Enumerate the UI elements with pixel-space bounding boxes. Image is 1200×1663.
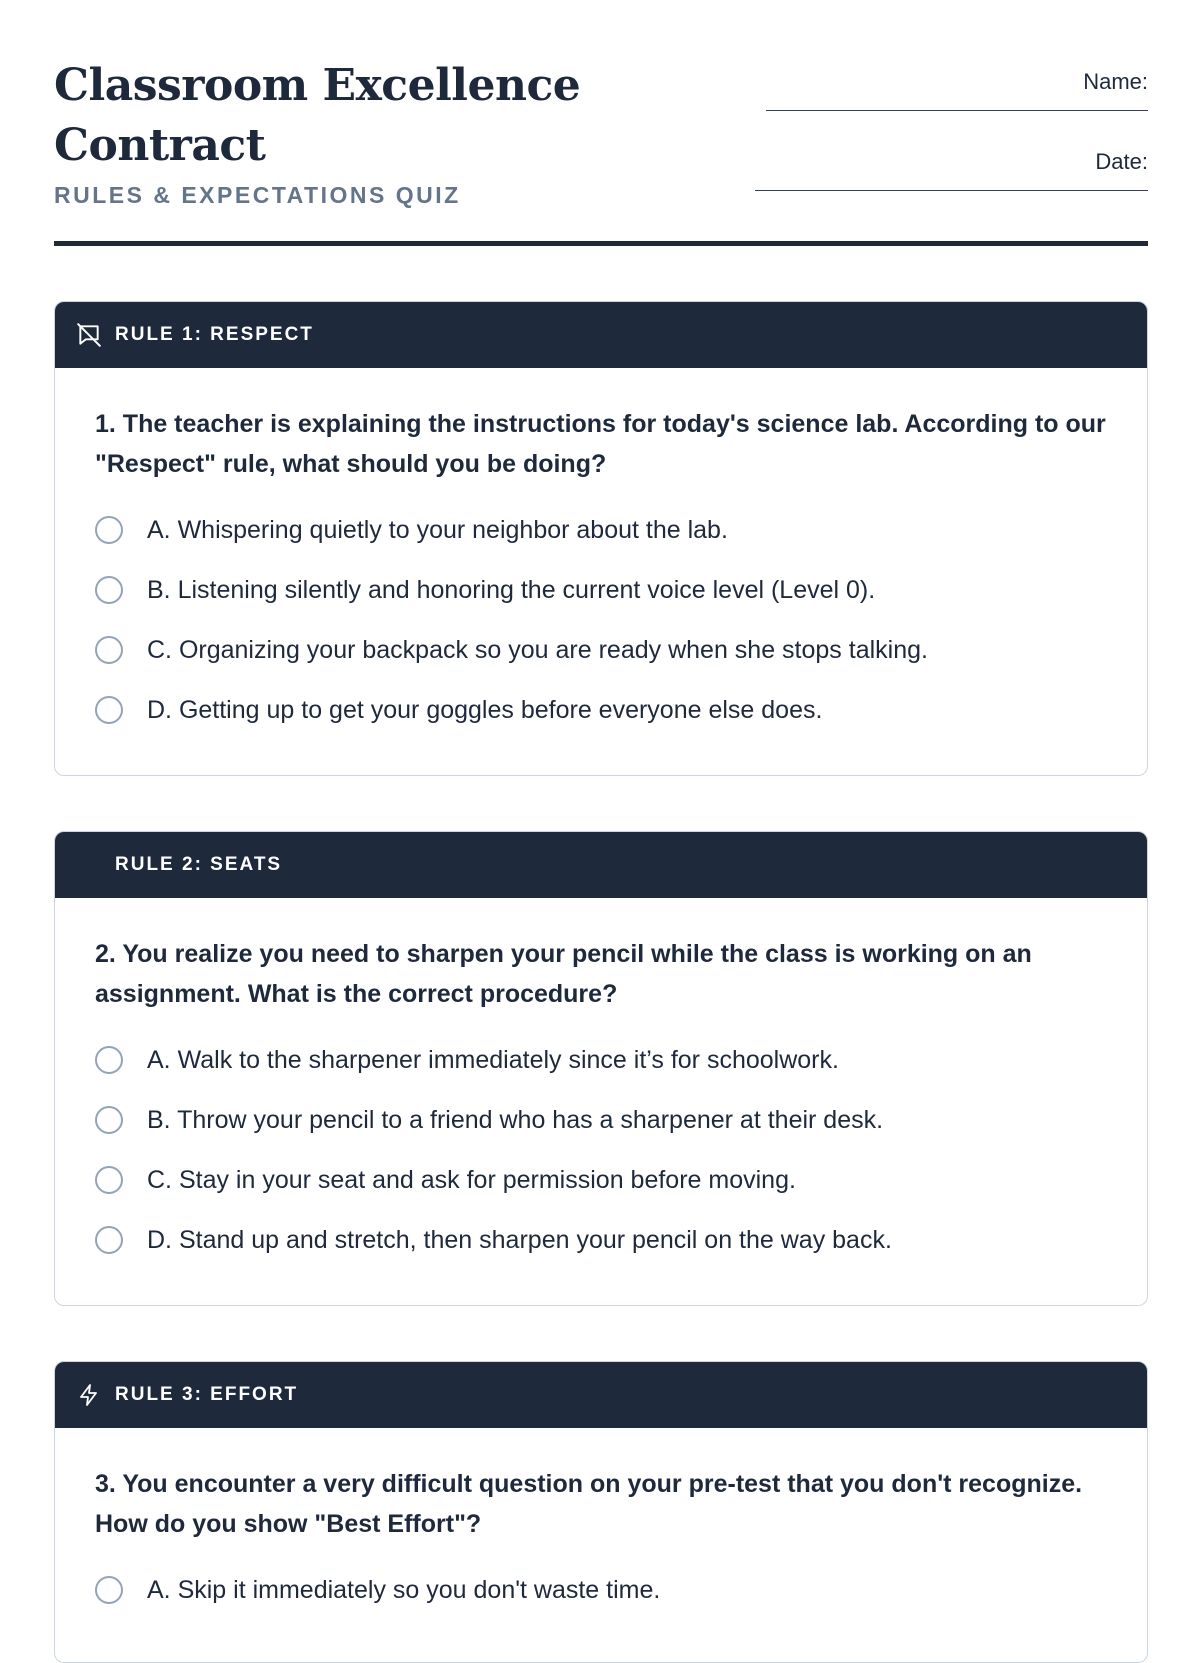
rule-body [55, 898, 1147, 1260]
option-label: A. Whispering quietly to your neighbor about the lab. [147, 515, 728, 544]
message-off-icon [75, 321, 103, 349]
lightning-icon [75, 1381, 103, 1409]
rule-title: RULE 1: RESPECT [115, 324, 314, 345]
radio-button[interactable] [95, 696, 123, 724]
rule-header [55, 832, 1147, 898]
header-divider [54, 241, 1148, 246]
option-label: B. Throw your pencil to a friend who has a sharpener at their desk. [147, 1105, 884, 1134]
rule-title: RULE 3: EFFORT [115, 1384, 299, 1405]
page-title: Classroom Excellence Contract [54, 60, 581, 171]
question-text: 2. You realize you need to sharpen your pencil while the class is working on an assignment. What is the correct procedure? [95, 940, 1032, 1008]
radio-button[interactable] [95, 1166, 123, 1194]
radio-button[interactable] [95, 1046, 123, 1074]
option-label: A. Walk to the sharpener immediately since it’s for schoolwork. [147, 1045, 839, 1074]
option-label: D. Getting up to get your goggles before everyone else does. [147, 695, 823, 724]
answer-option-c[interactable] [95, 1160, 1107, 1200]
name-label: Name: [1083, 69, 1148, 94]
radio-button[interactable] [95, 516, 123, 544]
rule-body [55, 368, 1147, 730]
answer-option-b[interactable] [95, 1100, 1107, 1140]
answer-option-c[interactable] [95, 630, 1107, 670]
name-underline[interactable] [766, 106, 1148, 111]
radio-button[interactable] [95, 576, 123, 604]
rule-card-seats [54, 831, 1148, 1306]
date-field[interactable] [755, 148, 1148, 191]
rule-header [55, 302, 1147, 368]
option-label: D. Stand up and stretch, then sharpen your pencil on the way back. [147, 1225, 892, 1254]
radio-button[interactable] [95, 1226, 123, 1254]
option-label: B. Listening silently and honoring the current voice level (Level 0). [147, 575, 876, 604]
answer-option-a[interactable] [95, 510, 1107, 550]
date-underline[interactable] [755, 186, 1148, 191]
question-text: 1. The teacher is explaining the instructions for today's science lab. According to our "Respect" rule, what should you be doing? [95, 410, 1106, 478]
rule-title: RULE 2: SEATS [115, 854, 283, 875]
option-label: C. Organizing your backpack so you are ready when she stops talking. [147, 635, 928, 664]
option-label: A. Skip it immediately so you don't waste time. [147, 1575, 661, 1604]
rule-header [55, 1362, 1147, 1428]
option-label: C. Stay in your seat and ask for permission before moving. [147, 1165, 796, 1194]
seat-icon [75, 851, 103, 879]
question-text: 3. You encounter a very difficult question on your pre-test that you don't recognize. How do you show "Best Effort"? [95, 1470, 1083, 1538]
rule-body [55, 1428, 1147, 1610]
answer-option-b[interactable] [95, 570, 1107, 610]
name-field[interactable] [766, 68, 1148, 111]
rule-card-effort [54, 1361, 1148, 1663]
rule-card-respect [54, 301, 1148, 776]
answer-option-a[interactable] [95, 1570, 1107, 1610]
answer-option-a[interactable] [95, 1040, 1107, 1080]
answer-option-d[interactable] [95, 1220, 1107, 1260]
page-header [54, 56, 1148, 246]
date-label: Date: [1095, 149, 1148, 174]
answer-option-d[interactable] [95, 690, 1107, 730]
page-subtitle: RULES & EXPECTATIONS QUIZ [54, 182, 461, 208]
radio-button[interactable] [95, 636, 123, 664]
radio-button[interactable] [95, 1106, 123, 1134]
